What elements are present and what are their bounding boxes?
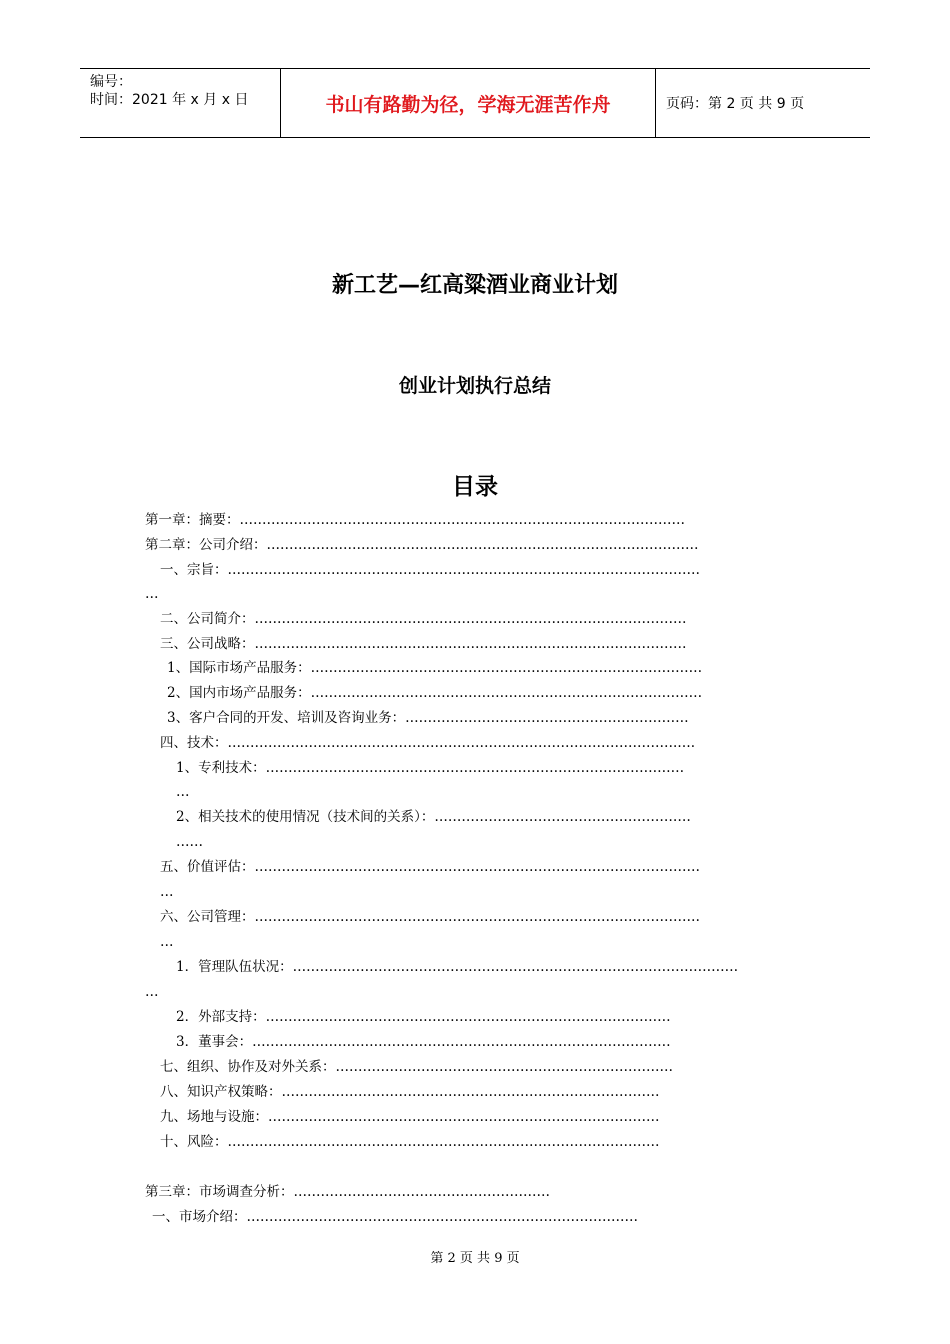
toc-entry <box>145 585 159 603</box>
toc-entry-text: 3、客户合同的开发、培训及咨询业务： <box>167 710 406 726</box>
toc-entry[interactable] <box>160 1058 673 1076</box>
toc-entry-dots: …………………………………………………………………………… <box>268 1109 660 1125</box>
toc-entry-text: 1．管理队伍状况： <box>176 959 293 975</box>
toc-entry-text: … <box>145 586 159 602</box>
toc-entry[interactable] <box>160 1133 660 1151</box>
toc-entry-text: 第二章：公司介绍： <box>145 537 267 553</box>
toc-entry <box>160 933 174 951</box>
toc-entry-text: 第一章：摘要： <box>145 512 240 528</box>
toc-entry-dots: …………………………………………………………………………………… <box>227 1134 660 1150</box>
toc-entry-dots: ……………………………………………………………………………… <box>265 1009 671 1025</box>
toc-entry-text: 三、公司战略： <box>160 636 255 652</box>
toc-entry-dots: …………………………………………………………………………… <box>310 660 703 676</box>
toc-entry-text: 第三章：市场调查分析： <box>145 1184 294 1200</box>
toc-entry-dots: ……………………………………………………………………………………… <box>239 512 685 528</box>
toc-entry[interactable] <box>160 858 700 876</box>
toc-entry-text: 1、国际市场产品服务： <box>167 660 311 676</box>
toc-entry-dots: …………………………………………………………………………………… <box>254 611 687 627</box>
toc-entry-text: 2．外部支持： <box>176 1009 266 1025</box>
toc-entry[interactable] <box>176 1008 671 1026</box>
toc-entry[interactable] <box>160 635 687 653</box>
time-label: 时间：2021 年 x 月 x 日 <box>90 92 249 108</box>
toc-entry[interactable] <box>160 610 687 628</box>
toc-entry-dots: …………………………………………………………………………… <box>310 685 703 701</box>
toc-entry[interactable] <box>176 958 738 976</box>
toc-entry-text: 3．董事会： <box>176 1034 253 1050</box>
toc-entry-text: 1、专利技术： <box>176 760 266 776</box>
toc-entry-text: 七、组织、协作及对外关系： <box>160 1059 336 1075</box>
toc-entry[interactable] <box>145 511 685 529</box>
toc-entry[interactable] <box>145 1183 550 1201</box>
document-subtitle: 创业计划执行总结 <box>398 375 551 397</box>
toc-entry-dots: ………………………………………………… <box>434 809 691 825</box>
toc-entry-text: 二、公司简介： <box>160 611 255 627</box>
toc-entry <box>160 883 174 901</box>
toc-entry <box>176 783 190 801</box>
toc-entry-text: … <box>160 884 174 900</box>
toc-entry[interactable] <box>167 684 702 702</box>
toc-entry[interactable] <box>160 1108 660 1126</box>
toc-title: 目录 <box>452 474 498 500</box>
toc-entry-dots: ……………………………………………………… <box>405 710 689 726</box>
toc-entry-text: …… <box>176 834 203 850</box>
toc-entry-text: 六、公司管理： <box>160 909 255 925</box>
toc-entry-dots: ………………………………………………… <box>293 1184 550 1200</box>
toc-entry-text: … <box>176 784 190 800</box>
toc-entry[interactable] <box>152 1208 638 1226</box>
toc-entry-dots: ………………………………………………………………………… <box>281 1084 660 1100</box>
toc-entry-dots: ……………………………………………………………………………………… <box>254 859 700 875</box>
toc-entry[interactable] <box>176 808 691 826</box>
toc-entry-dots: …………………………………………………………………………… <box>246 1209 638 1225</box>
toc-entry[interactable] <box>160 561 700 579</box>
toc-entry-text: 十、风险： <box>160 1134 228 1150</box>
toc-entry-text: 2、国内市场产品服务： <box>167 685 311 701</box>
number-label: 编号： <box>90 74 132 90</box>
toc-entry-dots: ………………………………………………………………………………… <box>265 760 685 776</box>
toc-entry <box>145 983 159 1001</box>
toc-entry-text: 五、价值评估： <box>160 859 255 875</box>
document-title: 新工艺—红高粱酒业商业计划 <box>331 273 618 298</box>
toc-entry-dots: ……………………………………………………………………………………… <box>292 959 739 975</box>
toc-entry[interactable] <box>176 759 684 777</box>
toc-entry-text: 四、技术： <box>160 735 228 751</box>
toc-entry <box>176 833 203 851</box>
toc-entry[interactable] <box>145 536 699 554</box>
toc-entry-dots: …………………………………………………………………………………………… <box>227 562 700 578</box>
toc-entry[interactable] <box>167 709 689 727</box>
toc-entry[interactable] <box>160 1083 660 1101</box>
document-header <box>80 68 870 138</box>
toc-entry-dots: ……………………………………………………………………………………… <box>254 909 700 925</box>
toc-entry-text: 一、市场介绍： <box>152 1209 247 1225</box>
toc-entry-text: … <box>145 984 159 1000</box>
toc-entry-dots: ……………………………………………………………………………………….…. <box>227 735 696 751</box>
page-footer: 第 2 页 共 9 页 <box>430 1251 520 1266</box>
toc-entry-text: 八、知识产权策略： <box>160 1084 282 1100</box>
header-page-label: 页码：第 2 页 共 9 页 <box>666 96 805 112</box>
toc-entry-text: 一、宗旨： <box>160 562 228 578</box>
toc-entry-text: 2、相关技术的使用情况（技术间的关系）： <box>176 809 435 825</box>
toc-entry[interactable] <box>160 734 695 752</box>
toc-entry-dots: …………………………………………………………………………………… <box>254 636 687 652</box>
toc-entry[interactable] <box>160 908 700 926</box>
toc-entry-text: … <box>160 934 174 950</box>
toc-entry-text: 九、场地与设施： <box>160 1109 268 1125</box>
header-meta <box>80 69 280 137</box>
header-motto: 书山有路勤为径，学海无涯苦作舟 <box>280 69 656 137</box>
toc-entry-dots: …………………………………………………………………………………… <box>266 537 699 553</box>
toc-entry-dots: ………………………………………………………………………………… <box>252 1034 671 1050</box>
toc-entry[interactable] <box>176 1033 671 1051</box>
toc-entry-dots: ………………………………………………………………… <box>335 1059 673 1075</box>
toc-entry[interactable] <box>167 659 702 677</box>
